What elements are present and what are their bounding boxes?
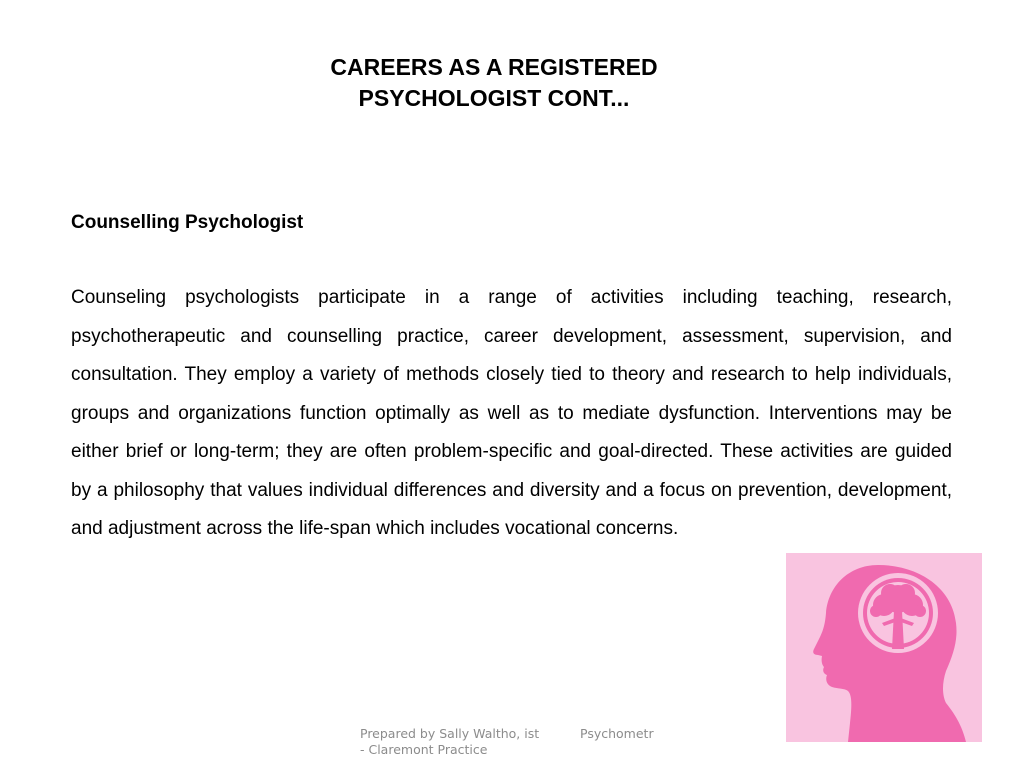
head-tree-illustration (786, 553, 982, 742)
body-paragraph: Counseling psychologists participate in a range of activities including teaching, research, psychotherapeutic and counselling practice, career development, assessment, supervision, and consultation. They employ a variety of methods closely tied to theory and research to help individuals, groups and organizations function optimally as well as to mediate dysfunction. Interventions may be either brief or long-term; they are often problem-specific and goal-directed. These activities are guided by a philosophy that values individual differences and diversity and a focus on prevention, development, and adjustment across the life-span which includes vocational concerns. (71, 287, 952, 539)
title-line-1: CAREERS AS A REGISTERED (330, 54, 658, 80)
title-line-2: PSYCHOLOGIST CONT... (358, 85, 630, 111)
section-heading: Counselling Psychologist (71, 212, 304, 233)
head-tree-icon (786, 553, 982, 742)
footer-prepared-by: Prepared by Sally Waltho, ist - Claremont Practice (360, 726, 540, 757)
footer-truncated-text: Psychometr (580, 726, 654, 741)
slide-title (250, 52, 738, 114)
